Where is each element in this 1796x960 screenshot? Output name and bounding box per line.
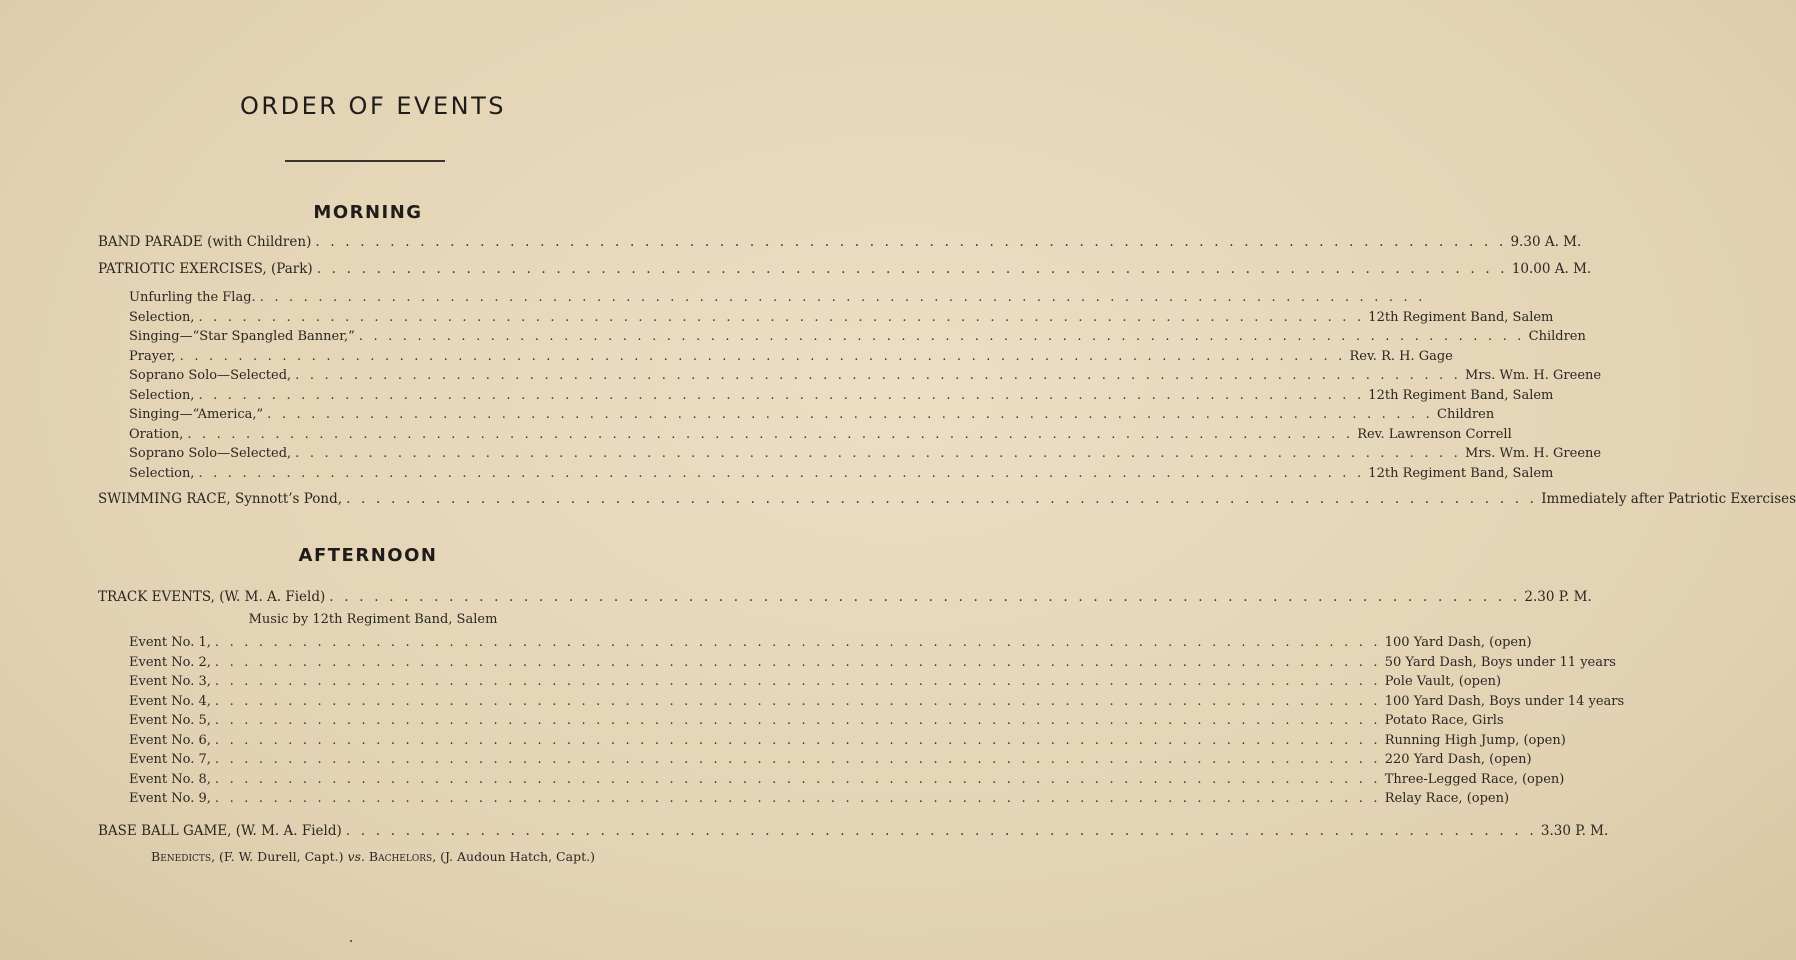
leader-dots: . . . . . . . . . . . . . . . . . . . . . . . . . . . . . . . . . . . . . . . . . . . . . . . . . . . . . . . . . . . . . . . . . . . . . . . . . . . . . . . . [214, 693, 1381, 709]
band-parade-row [98, 234, 1582, 250]
program-row [129, 426, 1512, 442]
event-row [129, 713, 1504, 728]
versus: vs. [347, 849, 365, 864]
leader-dots: . . . . . . . . . . . . . . . . . . . . . . . . . . . . . . . . . . . . . . . . . . . . . . . . . . . . . . . . . . . . . . . . . . . . . . . . . . . . . . . . [198, 465, 1365, 481]
program-value: Mrs. Wm. H. Greene [1465, 368, 1602, 383]
event-row [129, 693, 1625, 709]
swimming-row [98, 491, 1796, 507]
event-row [129, 635, 1532, 650]
event-row [129, 752, 1532, 767]
leader-dots: . . . . . . . . . . . . . . . . . . . . . . . . . . . . . . . . . . . . . . . . . . . . . . . . . . . . . . . . . . . . . . . . . . . . . . . . . . . . . . . . [198, 387, 1365, 403]
music-note: Music by 12th Regiment Band, Salem [248, 612, 498, 627]
event-label: Event No. 9, [129, 791, 211, 806]
event-label: Event No. 6, [129, 732, 211, 748]
title-rule [285, 160, 445, 162]
program-row [129, 407, 1495, 422]
program-value: 12th Regiment Band, Salem [1368, 309, 1554, 325]
program-row [129, 368, 1602, 383]
leader-dots: . . . . . . . . . . . . . . . . . . . . . . . . . . . . . . . . . . . . . . . . . . . . . . . . . . . . . . . . . . . . . . . . . . . . . . . . . . . . . . . . [214, 752, 1381, 767]
program-row [129, 348, 1453, 364]
program-label: Unfurling the Flag. [129, 290, 256, 305]
program-value: Children [1528, 329, 1586, 344]
program-label: Oration, [129, 426, 184, 442]
program-label: Soprano Solo—Selected, [129, 446, 292, 461]
swimming-label: SWIMMING RACE, Synnott’s Pond, [98, 491, 343, 507]
leader-dots: . . . . . . . . . . . . . . . . . . . . . . . . . . . . . . . . . . . . . . . . . . . . . . . . . . . . . . . . . . . . . . . . . . . . . . . . . . . . . . . . [198, 309, 1365, 325]
program-row [129, 465, 1554, 481]
program-row [129, 329, 1586, 344]
event-value: 50 Yard Dash, Boys under 11 years [1384, 654, 1616, 670]
program-label: Selection, [129, 387, 195, 403]
event-label: Event No. 7, [129, 752, 211, 767]
program-label: Soprano Solo—Selected, [129, 368, 292, 383]
event-label: Event No. 1, [129, 635, 211, 650]
program-label: Prayer, [129, 348, 176, 364]
event-row [129, 771, 1565, 787]
program-label: Selection, [129, 465, 195, 481]
program-row [129, 446, 1602, 461]
event-row [129, 791, 1510, 806]
leader-dots: . . . . . . . . . . . . . . . . . . . . . . . . . . . . . . . . . . . . . . . . . . . . . . . . . . . . . . . . . . . . . . . . . . . . . . . . . . . . . . . . [346, 491, 1538, 507]
track-row [98, 589, 1592, 605]
program-value: Rev. R. H. Gage [1349, 348, 1453, 364]
program-label: Singing—“Star Spangled Banner,” [129, 329, 355, 344]
event-value: Three-Legged Race, (open) [1384, 771, 1565, 787]
patriotic-row [98, 261, 1592, 277]
team1-captain: , (F. W. Durell, Capt.) [211, 849, 344, 864]
paper-speck [350, 940, 352, 942]
program-value: 12th Regiment Band, Salem [1368, 465, 1554, 481]
event-label: Event No. 5, [129, 713, 211, 728]
event-row [129, 674, 1502, 689]
leader-dots: . . . . . . . . . . . . . . . . . . . . . . . . . . . . . . . . . . . . . . . . . . . . . . . . . . . . . . . . . . . . . . . . . . . . . . . . . . . . . . . . [295, 368, 1462, 383]
program-value: Rev. Lawrenson Correll [1357, 426, 1512, 442]
patriotic-label: PATRIOTIC EXERCISES, (Park) [98, 261, 313, 277]
program-row [129, 387, 1554, 403]
program-row [129, 290, 1426, 305]
baseball-row [98, 823, 1609, 839]
band-parade-label: BAND PARADE (with Children) [98, 234, 312, 250]
program-row [129, 309, 1554, 325]
program-value: Mrs. Wm. H. Greene [1465, 446, 1602, 461]
leader-dots: . . . . . . . . . . . . . . . . . . . . . . . . . . . . . . . . . . . . . . . . . . . . . . . . . . . . . . . . . . . . . . . . . . . . . . . . . . . . . . . . [214, 635, 1381, 650]
event-value: Running High Jump, (open) [1384, 732, 1566, 748]
leader-dots: . . . . . . . . . . . . . . . . . . . . . . . . . . . . . . . . . . . . . . . . . . . . . . . . . . . . . . . . . . . . . . . . . . . . . . . . . . . . . . . . [214, 771, 1381, 787]
leader-dots: . . . . . . . . . . . . . . . . . . . . . . . . . . . . . . . . . . . . . . . . . . . . . . . . . . . . . . . . . . . . . . . . . . . . . . . . . . . . . . . . [267, 407, 1434, 422]
event-label: Event No. 2, [129, 654, 211, 670]
event-value: Potato Race, Girls [1384, 713, 1504, 728]
afternoon-heading: AFTERNOON [298, 545, 438, 566]
program-value: 12th Regiment Band, Salem [1368, 387, 1554, 403]
leader-dots: . . . . . . . . . . . . . . . . . . . . . . . . . . . . . . . . . . . . . . . . . . . . . . . . . . . . . . . . . . . . . . . . . . . . . . . . . . . . . . . . [214, 732, 1381, 748]
program-value: Children [1437, 407, 1495, 422]
event-row [129, 654, 1616, 670]
event-value: 100 Yard Dash, (open) [1384, 635, 1532, 650]
team2-name: Bachelors [368, 849, 433, 864]
event-label: Event No. 4, [129, 693, 211, 709]
program-label: Selection, [129, 309, 195, 325]
swimming-time: Immediately after Patriotic Exercises [1541, 491, 1796, 507]
leader-dots: . . . . . . . . . . . . . . . . . . . . . . . . . . . . . . . . . . . . . . . . . . . . . . . . . . . . . . . . . . . . . . . . . . . . . . . . . . . . . . . . [329, 589, 1521, 605]
leader-dots: . . . . . . . . . . . . . . . . . . . . . . . . . . . . . . . . . . . . . . . . . . . . . . . . . . . . . . . . . . . . . . . . . . . . . . . . . . . . . . . . [358, 329, 1525, 344]
event-value: 100 Yard Dash, Boys under 14 years [1384, 693, 1625, 709]
track-time: 2.30 P. M. [1524, 589, 1592, 605]
program-label: Singing—“America,” [129, 407, 264, 422]
leader-dots: . . . . . . . . . . . . . . . . . . . . . . . . . . . . . . . . . . . . . . . . . . . . . . . . . . . . . . . . . . . . . . . . . . . . . . . . . . . . . . . . [214, 674, 1381, 689]
leader-dots: . . . . . . . . . . . . . . . . . . . . . . . . . . . . . . . . . . . . . . . . . . . . . . . . . . . . . . . . . . . . . . . . . . . . . . . . . . . . . . . . [214, 713, 1381, 728]
event-value: 220 Yard Dash, (open) [1384, 752, 1532, 767]
leader-dots: . . . . . . . . . . . . . . . . . . . . . . . . . . . . . . . . . . . . . . . . . . . . . . . . . . . . . . . . . . . . . . . . . . . . . . . . . . . . . . . . [214, 791, 1381, 806]
event-value: Relay Race, (open) [1384, 791, 1510, 806]
event-row [129, 732, 1566, 748]
event-label: Event No. 8, [129, 771, 211, 787]
event-value: Pole Vault, (open) [1384, 674, 1502, 689]
event-label: Event No. 3, [129, 674, 211, 689]
team1-name: Benedicts [151, 849, 212, 864]
team2-captain: , (J. Audoun Hatch, Capt.) [432, 849, 595, 864]
page-title: ORDER OF EVENTS [240, 92, 506, 120]
teams-line [0, 849, 746, 864]
track-label: TRACK EVENTS, (W. M. A. Field) [98, 589, 326, 605]
leader-dots: . . . . . . . . . . . . . . . . . . . . . . . . . . . . . . . . . . . . . . . . . . . . . . . . . . . . . . . . . . . . . . . . . . . . . . . . . . . . . . . . [315, 234, 1507, 250]
morning-heading: MORNING [313, 202, 423, 223]
leader-dots: . . . . . . . . . . . . . . . . . . . . . . . . . . . . . . . . . . . . . . . . . . . . . . . . . . . . . . . . . . . . . . . . . . . . . . . . . . . . . . . . [316, 261, 1508, 277]
leader-dots: . . . . . . . . . . . . . . . . . . . . . . . . . . . . . . . . . . . . . . . . . . . . . . . . . . . . . . . . . . . . . . . . . . . . . . . . . . . . . . . . [187, 426, 1354, 442]
leader-dots: . . . . . . . . . . . . . . . . . . . . . . . . . . . . . . . . . . . . . . . . . . . . . . . . . . . . . . . . . . . . . . . . . . . . . . . . . . . . . . . . [259, 290, 1426, 305]
leader-dots: . . . . . . . . . . . . . . . . . . . . . . . . . . . . . . . . . . . . . . . . . . . . . . . . . . . . . . . . . . . . . . . . . . . . . . . . . . . . . . . . [295, 446, 1462, 461]
leader-dots: . . . . . . . . . . . . . . . . . . . . . . . . . . . . . . . . . . . . . . . . . . . . . . . . . . . . . . . . . . . . . . . . . . . . . . . . . . . . . . . . [179, 348, 1346, 364]
leader-dots: . . . . . . . . . . . . . . . . . . . . . . . . . . . . . . . . . . . . . . . . . . . . . . . . . . . . . . . . . . . . . . . . . . . . . . . . . . . . . . . . [345, 823, 1537, 839]
baseball-time: 3.30 P. M. [1540, 823, 1609, 839]
band-parade-time: 9.30 A. M. [1510, 234, 1582, 250]
patriotic-time: 10.00 A. M. [1511, 261, 1592, 277]
baseball-label: BASE BALL GAME, (W. M. A. Field) [98, 823, 342, 839]
leader-dots: . . . . . . . . . . . . . . . . . . . . . . . . . . . . . . . . . . . . . . . . . . . . . . . . . . . . . . . . . . . . . . . . . . . . . . . . . . . . . . . . [214, 654, 1381, 670]
